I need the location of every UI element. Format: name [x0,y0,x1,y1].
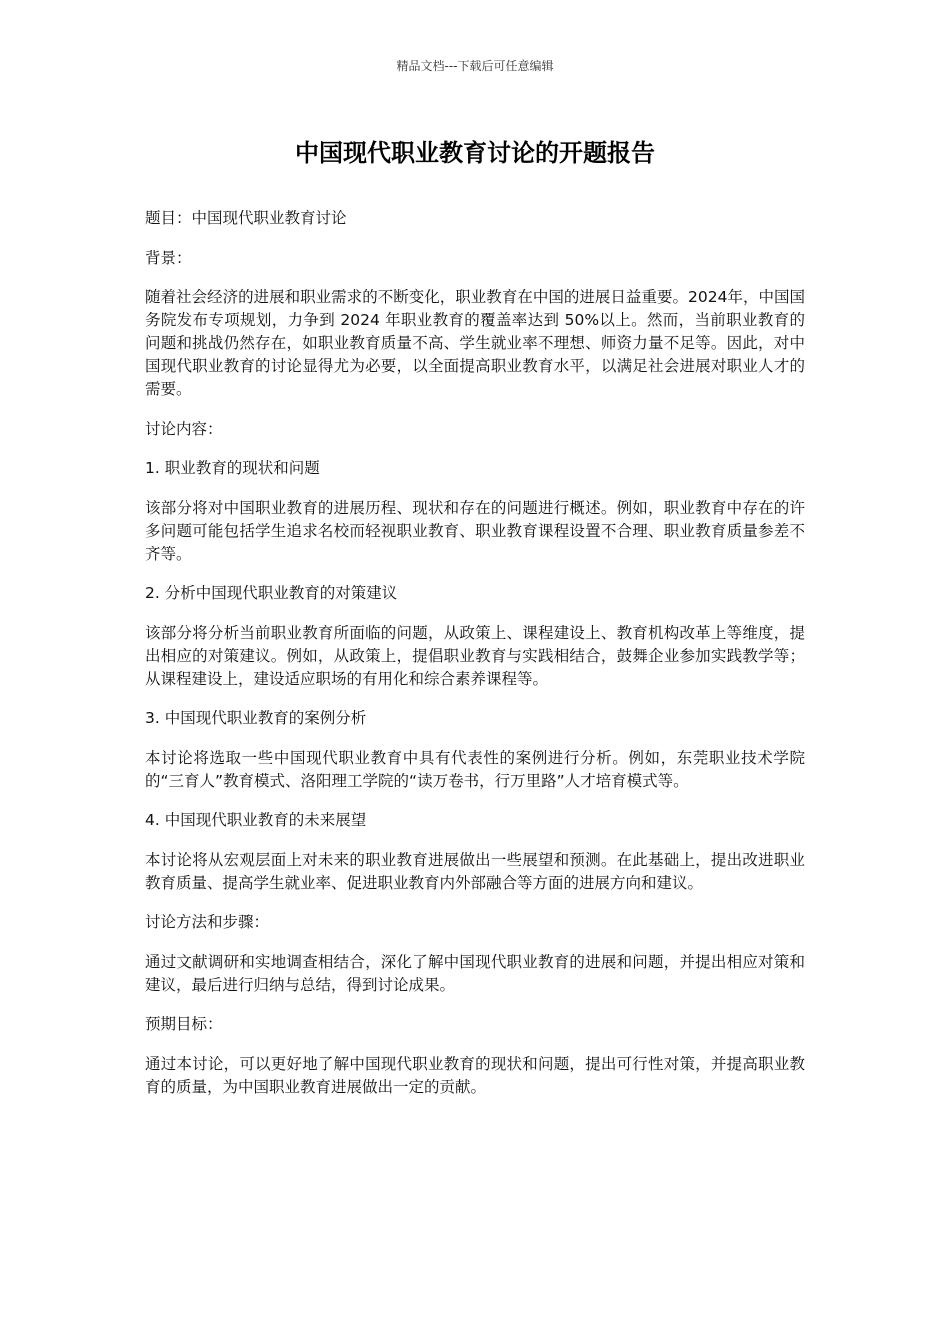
method-paragraph: 通过文献调研和实地调查相结合，深化了解中国现代职业教育的进展和问题，并提出相应对策和建议，最后进行归纳与总结，得到讨论成果。 [145,952,805,994]
section-2-heading: 2. 分析中国现代职业教育的对策建议 [145,584,398,602]
background-heading: 背景： [145,248,192,267]
document-title: 中国现代职业教育讨论的开题报告 [295,139,655,167]
section-1-paragraph: 该部分将对中国职业教育的进展历程、现状和存在的问题进行概述。例如，职业教育中存在的许多问题可能包括学生追求名校而轻视职业教育、职业教育课程设置不合理、职业教育质量参差不齐等。 [145,498,805,563]
page-header-note: 精品文档---下载后可任意编辑 [396,59,554,73]
section-4-paragraph: 本讨论将从宏观层面上对未来的职业教育进展做出一些展望和预测。在此基础上，提出改进职业教育质量、提高学生就业率、促进职业教育内外部融合等方面的进展方向和建议。 [145,850,805,892]
goal-heading: 预期目标： [145,1015,223,1033]
section-4-heading: 4. 中国现代职业教育的未来展望 [145,811,367,829]
section-3-paragraph: 本讨论将选取一些中国现代职业教育中具有代表性的案例进行分析。例如，东莞职业技术学院的“三育人”教育模式、洛阳理工学院的“读万卷书，行万里路”人才培育模式等。 [145,748,805,790]
method-heading: 讨论方法和步骤： [145,913,270,931]
topic-line: 题目：中国现代职业教育讨论 [145,209,347,227]
section-3-heading: 3. 中国现代职业教育的案例分析 [145,709,367,727]
content-heading: 讨论内容： [145,419,223,438]
goal-paragraph: 通过本讨论，可以更好地了解中国现代职业教育的现状和问题，提出可行性对策，并提高职业教育的质量，为中国职业教育进展做出一定的贡献。 [145,1054,805,1096]
section-2-paragraph: 该部分将分析当前职业教育所面临的问题，从政策上、课程建设上、教育机构改革上等维度，提出相应的对策建议。例如，从政策上，提倡职业教育与实践相结合，鼓舞企业参加实践教学等；从课程建设上，建设适应职场的有用化和综合素养课程等。 [145,623,805,688]
document-body [145,207,805,1115]
background-paragraph: 随着社会经济的进展和职业需求的不断变化，职业教育在中国的进展日益重要。2024年，中国国务院发布专项规划，力争到 2024 年职业教育的覆盖率达到 50%以上。然而，当前职业教育的问题和挑战仍然存在，如职业教育质量不高、学生就业率不理想、师资力量不足等。因此，对中国现代职业教育的讨论显得尤为必要，以全面提高职业教育水平，以满足社会进展对职业人才的需要。 [145,288,805,398]
section-1-heading: 1. 职业教育的现状和问题 [145,459,320,477]
